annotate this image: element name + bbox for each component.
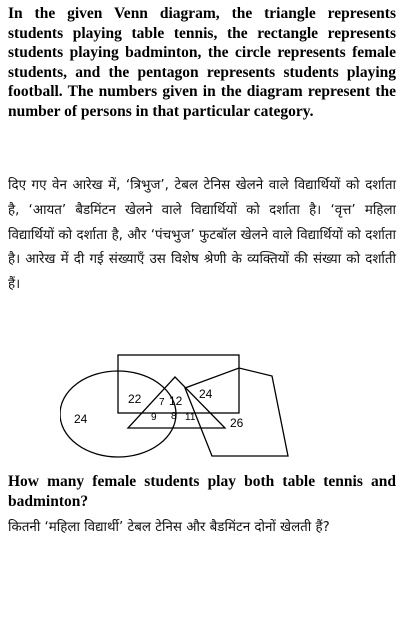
region-triangle-middle: 8 [171,411,177,422]
region-triangle-pentagon: 11 [185,412,196,423]
question-intro-english: In the given Venn diagram, the triangle represents students playing table tennis, the rectangle represents students playing badminton, the circle represents female students, and the pentagon represents students playing football. The numbers given in the diagram represent the number of persons in that particular category. [8,5,396,120]
region-circle-rectangle-triangle: 7 [159,397,165,408]
region-circle-only: 24 [74,412,88,426]
pentagon-shape [185,368,288,456]
question-intro-hindi: दिए गए वेन आरेख में, ‘त्रिभुज’, टेबल टेनिस खेलने वाले विद्यार्थियों को दर्शाता है, ‘आयत’ बैडमिंटन खेलने वाले विद्यार्थियों को दर्शाता है। ‘वृत्त’ महिला विद्यार्थियों को दर्शाता है, और ‘पंचभुज’ फुटबॉल खेलने वाले विद्यार्थियों को दर्शाता है। आरेख में दी गई संख्याएँ उस विशेष श्रेणी के व्यक्तियों की संख्या को दर्शाती हैं। [8,178,396,293]
region-rectangle-pentagon: 24 [199,387,213,401]
region-circle-triangle: 9 [151,412,157,423]
region-circle-rectangle: 22 [128,392,142,406]
question-ask-hindi: कितनी ‘महिला विद्यार्थी’ टेबल टेनिस और बैडमिंटन दोनों खेलती हैं? [8,520,330,535]
region-rectangle-triangle: 12 [169,394,183,408]
question-ask-english: How many female students play both table tennis and badminton? [8,473,396,510]
venn-diagram [60,352,370,462]
region-pentagon-only: 26 [230,416,244,430]
